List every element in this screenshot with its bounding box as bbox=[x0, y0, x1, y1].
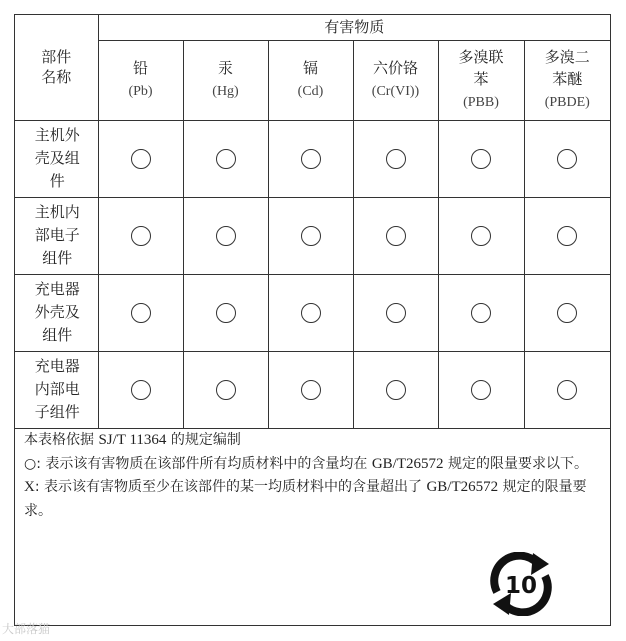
component-name bbox=[15, 351, 98, 428]
component-row bbox=[15, 351, 610, 428]
text-line: 壳及组 bbox=[34, 149, 80, 167]
mark-cell bbox=[183, 351, 268, 428]
substance-symbol: (Cd) bbox=[297, 84, 324, 99]
substance-symbol: (PBB) bbox=[463, 95, 499, 110]
text-line: 铅 bbox=[132, 59, 148, 77]
text-line: 主机内 bbox=[34, 203, 80, 221]
mark-cell bbox=[353, 351, 438, 428]
text-line: 多溴二 bbox=[544, 48, 590, 66]
compliant-circle-mark bbox=[471, 226, 491, 246]
substance-header bbox=[438, 40, 524, 120]
compliant-circle-mark bbox=[131, 303, 151, 323]
note-x-definition bbox=[24, 476, 604, 523]
mark-cell bbox=[98, 351, 183, 428]
compliant-circle-mark bbox=[471, 303, 491, 323]
component-name bbox=[15, 197, 98, 274]
mark-cell bbox=[183, 274, 268, 351]
compliant-circle-mark bbox=[216, 226, 236, 246]
substance-symbol: (Pb) bbox=[128, 84, 153, 99]
text-line: 名称 bbox=[41, 68, 72, 87]
rohs-disclosure-document bbox=[14, 14, 611, 626]
mark-cell bbox=[268, 120, 353, 197]
environmental-protection-use-period-icon bbox=[489, 552, 553, 616]
compliant-circle-mark bbox=[216, 380, 236, 400]
note-standard-basis bbox=[24, 429, 604, 453]
substance-header bbox=[98, 40, 183, 120]
substance-symbol: (PBDE) bbox=[544, 95, 590, 110]
text-line: 多溴联 bbox=[458, 48, 504, 66]
compliant-circle-mark bbox=[301, 303, 321, 323]
mark-cell bbox=[353, 274, 438, 351]
text-line: 部电子 bbox=[34, 226, 80, 244]
compliant-circle-mark bbox=[557, 149, 577, 169]
mark-cell bbox=[438, 120, 524, 197]
compliant-circle-mark bbox=[216, 303, 236, 323]
compliant-circle-mark bbox=[301, 149, 321, 169]
text-line: 组件 bbox=[42, 326, 73, 344]
text-line: 子组件 bbox=[34, 403, 80, 421]
component-row bbox=[15, 274, 610, 351]
note-basis-suffix: 的规定编制 bbox=[166, 432, 241, 448]
compliant-circle-mark bbox=[557, 226, 577, 246]
component-name bbox=[15, 120, 98, 197]
hazardous-substances-header: 有害物质 bbox=[98, 15, 610, 40]
compliant-circle-mark bbox=[301, 226, 321, 246]
text-line: 汞 bbox=[217, 59, 233, 77]
mark-cell bbox=[268, 197, 353, 274]
component-row bbox=[15, 120, 610, 197]
mark-cell bbox=[524, 197, 610, 274]
mark-cell bbox=[98, 197, 183, 274]
substance-symbol: (Cr(VI)) bbox=[371, 84, 420, 99]
mark-cell bbox=[183, 197, 268, 274]
mark-cell bbox=[524, 120, 610, 197]
text-line: 组件 bbox=[42, 249, 73, 267]
note-circle-standard: GB/T26572 bbox=[371, 455, 444, 472]
substance-symbol: (Hg) bbox=[212, 84, 239, 99]
compliant-circle-mark bbox=[557, 303, 577, 323]
note-circle-suffix: 规定的限量要求以下。 bbox=[443, 455, 588, 472]
text-line: 内部电 bbox=[34, 380, 80, 398]
compliant-circle-mark bbox=[131, 380, 151, 400]
text-line: 镉 bbox=[302, 59, 318, 77]
compliant-circle-mark bbox=[557, 380, 577, 400]
text-line: 主机外 bbox=[34, 126, 80, 144]
component-row bbox=[15, 197, 610, 274]
text-line: 部件 bbox=[41, 48, 72, 67]
compliant-circle-mark bbox=[216, 149, 236, 169]
compliant-circle-mark bbox=[471, 149, 491, 169]
component-name bbox=[15, 274, 98, 351]
compliant-circle-mark bbox=[301, 380, 321, 400]
note-basis-standard: SJ/T 11364 bbox=[98, 432, 167, 448]
notes bbox=[24, 429, 604, 523]
text-line: 充电器 bbox=[34, 357, 80, 375]
substance-header bbox=[524, 40, 610, 120]
substance-header bbox=[183, 40, 268, 120]
note-circle-definition bbox=[24, 453, 604, 477]
note-x-text: : 表示该有害物质至少在该部件的某一均质材料中的含量超出了 bbox=[34, 479, 427, 495]
hazardous-substance-table bbox=[15, 15, 610, 429]
compliant-circle-mark bbox=[471, 380, 491, 400]
mark-cell bbox=[353, 120, 438, 197]
mark-cell bbox=[524, 274, 610, 351]
x-symbol: X bbox=[24, 479, 35, 495]
compliant-circle-mark bbox=[386, 226, 406, 246]
substance-header bbox=[268, 40, 353, 120]
mark-cell bbox=[268, 351, 353, 428]
mark-cell bbox=[353, 197, 438, 274]
text-line: 苯 bbox=[473, 70, 489, 88]
text-line: 充电器 bbox=[34, 280, 80, 298]
logo-years-label: 10 bbox=[504, 573, 538, 599]
watermark: 大部落猫 bbox=[2, 622, 51, 636]
text-line: 苯醚 bbox=[552, 70, 583, 88]
mark-cell bbox=[438, 274, 524, 351]
category-header bbox=[15, 15, 98, 120]
compliant-circle-mark bbox=[131, 226, 151, 246]
note-basis-text: 本表格依据 bbox=[24, 432, 99, 448]
mark-cell bbox=[183, 120, 268, 197]
compliant-circle-mark bbox=[386, 149, 406, 169]
text-line: 六价铬 bbox=[372, 59, 418, 77]
note-x-standard: GB/T26572 bbox=[426, 479, 499, 495]
circle-symbol: ○ bbox=[24, 455, 37, 472]
mark-cell bbox=[98, 120, 183, 197]
mark-cell bbox=[524, 351, 610, 428]
mark-cell bbox=[438, 351, 524, 428]
mark-cell bbox=[98, 274, 183, 351]
substance-header bbox=[353, 40, 438, 120]
text-line: 外壳及 bbox=[34, 303, 80, 321]
note-circle-text: : 表示该有害物质在该部件所有均质材料中的含量均在 bbox=[36, 455, 372, 472]
compliant-circle-mark bbox=[386, 380, 406, 400]
compliant-circle-mark bbox=[386, 303, 406, 323]
note-x-suffix: 规定的限量要求。 bbox=[24, 479, 587, 519]
mark-cell bbox=[268, 274, 353, 351]
compliant-circle-mark bbox=[131, 149, 151, 169]
mark-cell bbox=[438, 197, 524, 274]
text-line: 件 bbox=[49, 172, 65, 190]
